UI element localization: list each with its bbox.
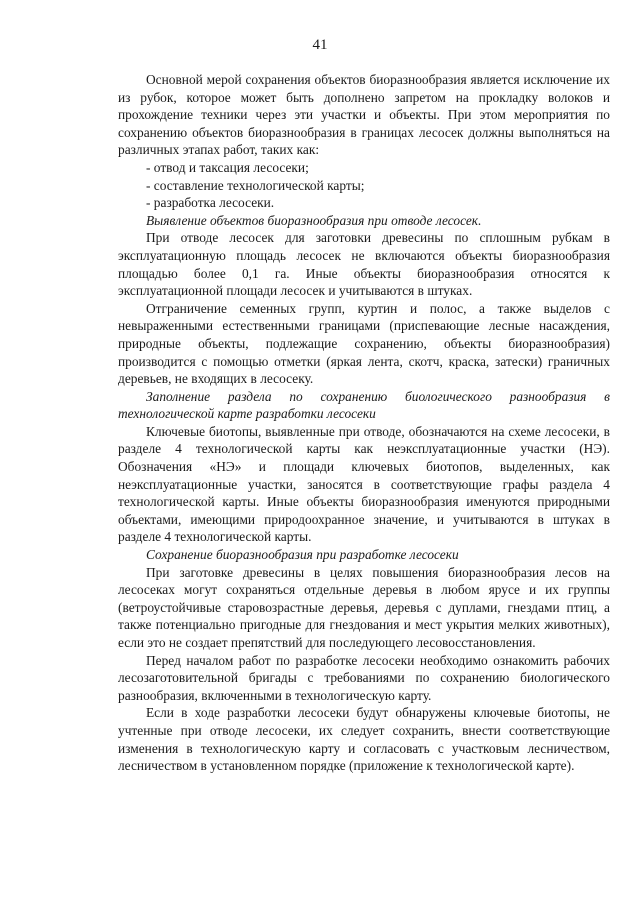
- page-number: 41: [312, 37, 328, 53]
- paragraph: Отграничение семенных групп, куртин и полос, а также выделов с невыраженными естественными границами (приспевающие лесные насаждения, природные объекты, подлежащие сохранению, объекты биоразнообразия) производится с помощью отметки (яркая лента, скотч, краска, затески) граничных деревьев, не входящих в лесосеку.: [118, 300, 610, 387]
- list-item: - отвод и таксация лесосеки;: [146, 159, 309, 175]
- paragraph: При отводе лесосек для заготовки древесины по сплошным рубкам в эксплуатационную площадь лесосек не включаются объекты биоразнообразия площадью более 0,1 га. Иные объекты биоразнообразия относятся к эксплуатационной площади лесосек и учитываются в штуках.: [118, 230, 610, 299]
- list-item: - разработка лесосеки.: [146, 195, 275, 211]
- paragraph: Если в ходе разработки лесосеки будут обнаружены ключевые биотопы, не учтенные при отводе лесосеки, их следует сохранить, внести соответствующие изменения в технологическую карту и согласовать с участковым лесничеством, лесничеством в установленном порядке (приложение к технологической карте).: [118, 705, 610, 774]
- paragraph: При заготовке древесины в целях повышения биоразнообразия лесов на лесосеках могут сохраняться отдельные деревья в любом ярусе и их группы (ветроустойчивые старовозрастные деревья, деревья с дуплами, гнездами птиц, а также потенциально пригодные для гнездования и мест укрытия мелких животных), если это не создает препятствий для последующего лесовосстановления.: [118, 564, 610, 650]
- paragraph: Перед началом работ по разработке лесосеки необходимо ознакомить рабочих лесозаготовительной бригады с требованиями по сохранению биологического разнообразия, включенными в технологическую карту.: [118, 652, 610, 703]
- list-item: - составление технологической карты;: [146, 177, 365, 193]
- document-body: [118, 71, 610, 775]
- section-heading: Заполнение раздела по сохранению биологического разнообразия в технологической карте разработки лесосеки: [118, 388, 610, 422]
- section-heading: Выявление объектов биоразнообразия при отводе лесосек.: [146, 212, 482, 228]
- paragraph: Основной мерой сохранения объектов биоразнообразия является исключение их из рубок, которое может быть дополнено запретом на прокладку волоков и прохождение техники через эти участки и объекты. При этом мероприятия по сохранению объектов биоразнообразия в границах лесосек должны выполняться на различных этапах работ, таких как:: [118, 72, 610, 158]
- paragraph: Ключевые биотопы, выявленные при отводе, обозначаются на схеме лесосеки, в разделе 4 технологической карты как неэксплуатационные участки (НЭ). Обозначения «НЭ» и площади ключевых биотопов, выделенных, как неэксплуатационные участки, заносятся в соответствующие графы раздела 4 технологической карты. Иные объекты биоразнообразия именуются природными объектами, имеющими природоохранное значение, и учитываются в штуках в разделе 4 технологической карты.: [118, 423, 610, 545]
- section-heading: Сохранение биоразнообразия при разработке лесосеки: [146, 547, 459, 563]
